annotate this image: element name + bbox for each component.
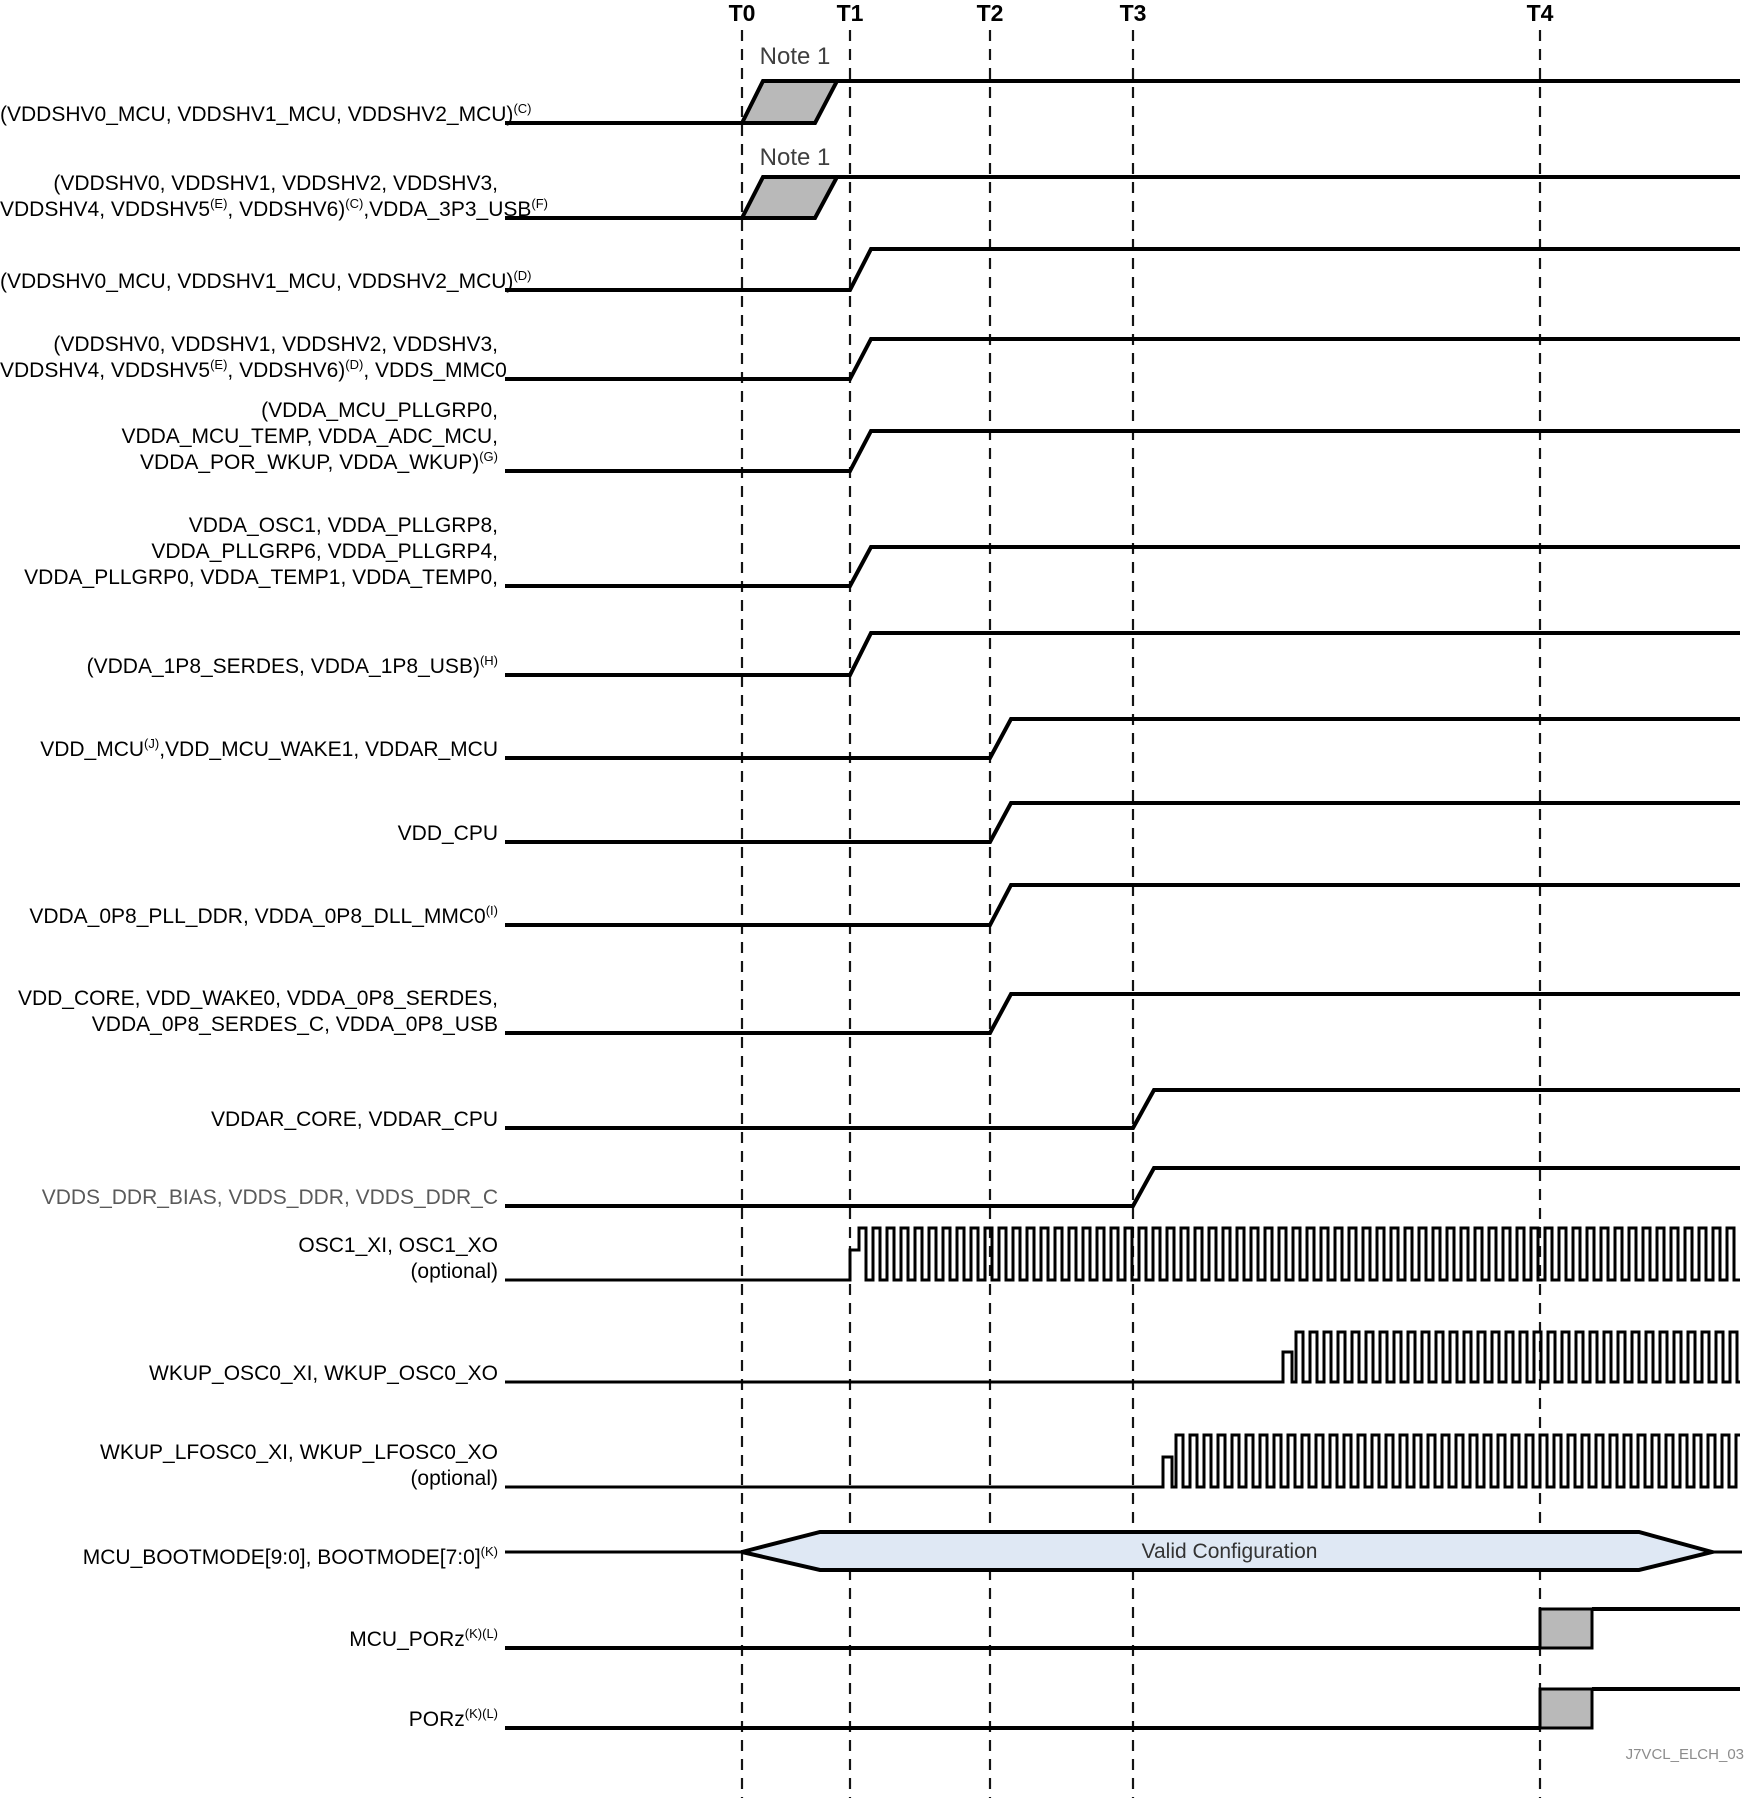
signal-wave-vddshv-d <box>505 339 1740 379</box>
time-marker-t3: T3 <box>1119 0 1147 26</box>
signal-wave-wkup-osc0-clock <box>505 1332 1740 1382</box>
signal-label-vdda-mcu-pllgrp: (VDDA_MCU_PLLGRP0, VDDA_MCU_TEMP, VDDA_ADC_MCU, VDDA_POR_WKUP, VDDA_WKUP)$^{(G)}$ <box>121 399 498 474</box>
signal-label-bootmode-bus: MCU_BOOTMODE[9:0], BOOTMODE[7:0]$^{(K)}$ <box>82 1544 498 1569</box>
signal-wave-vdda-mcu-pllgrp <box>505 431 1740 471</box>
signal-label-wkup-lfosc0-clock: WKUP_LFOSC0_XI, WKUP_LFOSC0_XO (optional) <box>100 1441 498 1490</box>
signal-wave-vddar-core <box>505 1090 1740 1128</box>
bus-valid-configuration-text: Valid Configuration <box>1141 1540 1318 1563</box>
signal-label-vddshv-mcu-c: (VDDSHV0_MCU, VDDSHV1_MCU, VDDSHV2_MCU)$^{(C)}$ <box>0 101 532 126</box>
signal-wave-vdds-ddr-bias <box>505 1168 1740 1206</box>
signal-wave-vdd-cpu <box>505 803 1740 842</box>
signal-label-osc1-clock: OSC1_XI, OSC1_XO (optional) <box>298 1234 498 1283</box>
signal-label-vddshv-c: (VDDSHV0, VDDSHV1, VDDSHV2, VDDSHV3, VDDSHV4, $VDDSHV5^{(E)}$, $VDDSHV6)^{(C)},VDDA\_3P3\_USB^{(F)}$ <box>0 172 549 221</box>
signal-label-vddshv-mcu-d: (VDDSHV0_MCU, VDDSHV1_MCU, VDDSHV2_MCU)$^{(D)}$ <box>0 268 532 293</box>
signal-label-vddar-core: VDDAR_CORE, VDDAR_CPU <box>210 1108 498 1131</box>
figure-code: J7VCL_ELCH_03 <box>1625 1746 1744 1763</box>
signal-label-vdd-cpu: VDD_CPU <box>397 822 498 845</box>
signal-wave-vdda-osc1-pllgrp <box>505 547 1740 586</box>
signal-wave-mcu-porz-transition-region <box>1540 1609 1592 1648</box>
signal-label-vdda-osc1-pllgrp: VDDA_OSC1, VDDA_PLLGRP8, VDDA_PLLGRP6, VDDA_PLLGRP4, VDDA_PLLGRP0, VDDA_TEMP1, VDDA_TEMP0, <box>24 514 498 589</box>
signal-label-vdda-0p8-pll-ddr: VDDA_0P8_PLL_DDR, $VDDA\_0P8\_DLL\_MMC0^{(I)}$ <box>29 903 498 928</box>
time-marker-t2: T2 <box>976 0 1004 26</box>
signal-wave-vddshv-mcu-d <box>505 249 1740 290</box>
signal-label-vdd-core: VDD_CORE, VDD_WAKE0, VDDA_0P8_SERDES, VDDA_0P8_SERDES_C, VDDA_0P8_USB <box>17 987 498 1036</box>
signal-wave-vdd-core <box>505 994 1740 1033</box>
signal-wave-vddshv-c-ramp-region <box>742 177 837 218</box>
signal-label-vdd-mcu: $VDD\_MCU^{(J)},VDD\_MCU\_WAKE1$, VDDAR_MCU <box>40 736 498 761</box>
signal-wave-vdda-0p8-pll-ddr <box>505 885 1740 925</box>
note1-annotation-2: Note 1 <box>759 144 831 171</box>
time-marker-t4: T4 <box>1526 0 1554 26</box>
signal-wave-porz-transition-region <box>1540 1689 1592 1728</box>
note1-annotation-1: Note 1 <box>759 43 831 70</box>
signal-label-vddshv-d: (VDDSHV0, VDDSHV1, VDDSHV2, VDDSHV3, VDDSHV4, $VDDSHV5^{(E)}$, VDDSHV6)$^{(D)}$, VDDS_MMC0 <box>0 333 507 382</box>
time-marker-t1: T1 <box>836 0 864 26</box>
signal-label-wkup-osc0-clock: WKUP_OSC0_XI, WKUP_OSC0_XO <box>149 1362 498 1385</box>
signal-label-porz: PORz$^{(K)(L)}$ <box>408 1706 498 1731</box>
signal-label-vdds-ddr-bias: VDDS_DDR_BIAS, VDDS_DDR, VDDS_DDR_C <box>41 1186 498 1209</box>
signal-wave-vdd-mcu <box>505 719 1740 758</box>
signal-wave-osc1-clock <box>505 1228 1740 1280</box>
signal-wave-vdda-1p8-serdes <box>505 633 1740 675</box>
signal-wave-wkup-lfosc0-clock <box>505 1435 1740 1487</box>
time-marker-t0: T0 <box>728 0 756 26</box>
signal-label-mcu-porz: MCU_PORz$^{(K)(L)}$ <box>349 1626 498 1651</box>
signal-label-vdda-1p8-serdes: (VDDA_1P8_SERDES, VDDA_1P8_USB)$^{(H)}$ <box>86 653 498 678</box>
signal-wave-vddshv-mcu-c-ramp-region <box>742 81 837 123</box>
